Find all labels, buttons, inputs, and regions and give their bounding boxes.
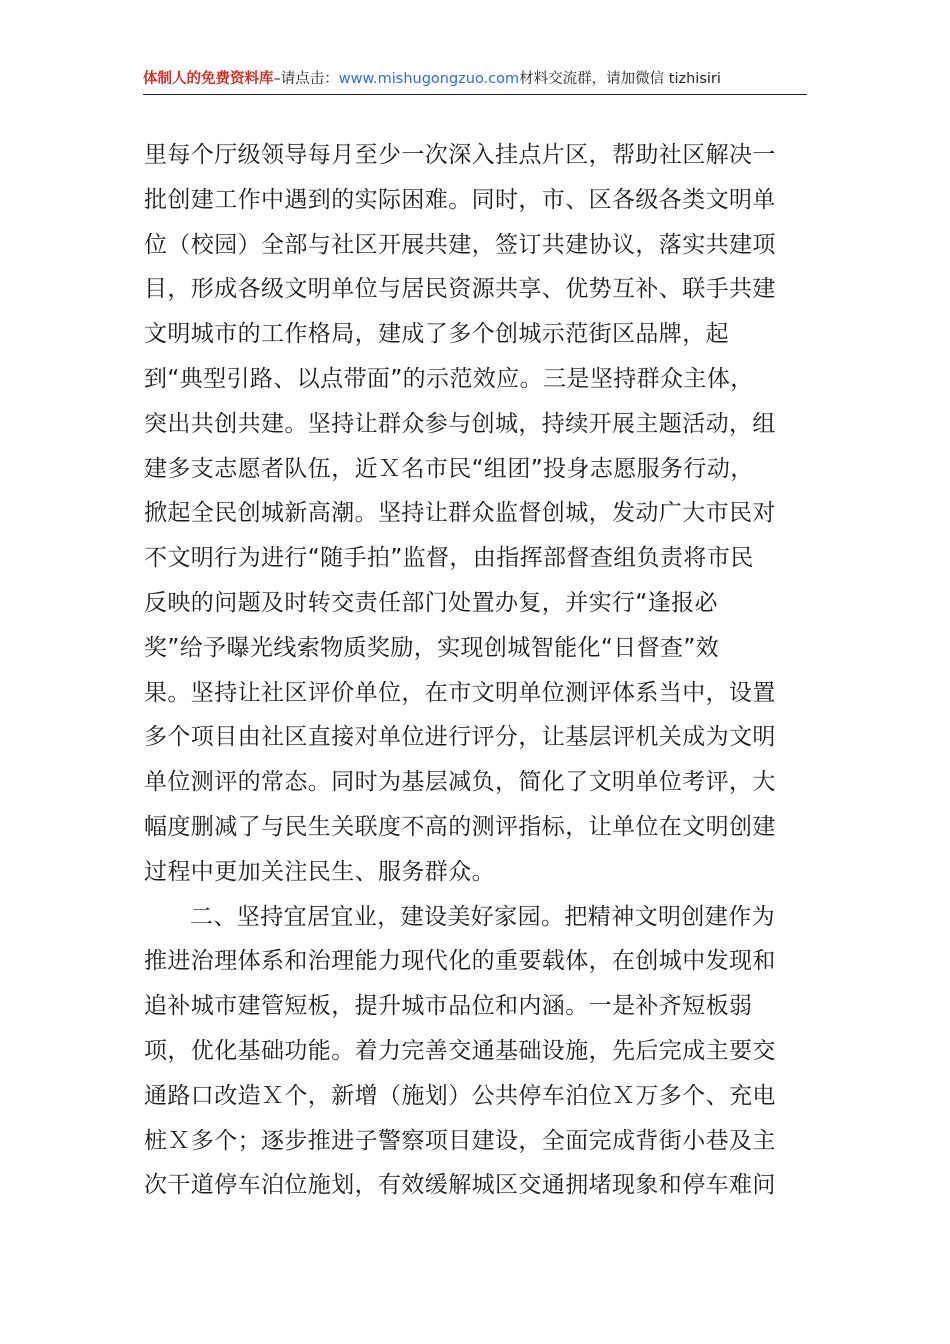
text-line: 通路口改造Ｘ个，新增（施划）公共停车泊位Ｘ万多个、充电 (144, 1082, 776, 1109)
text-line: 突出共创共建。坚持让群众参与创城，持续开展主题活动，组 (144, 410, 776, 437)
text-line: 幅度删减了与民生关联度不高的测评指标，让单位在文明创建 (144, 813, 776, 840)
text-line: 掀起全民创城新高潮。坚持让群众监督创城，发动广大市民对 (144, 500, 776, 527)
text-line: 多个项目由社区直接对单位进行评分，让基层评机关成为文明 (144, 724, 776, 751)
text-line: 文明城市的工作格局，建成了多个创城示范街区品牌，起 (144, 321, 729, 348)
text-line: 到“典型引路、以点带面”的示范效应。三是坚持群众主体， (144, 365, 754, 392)
text-line: 反映的问题及时转交责任部门处置办复，并实行“逢报必 (144, 589, 718, 616)
text-line: 不文明行为进行“随手拍”监督，由指挥部督查组负责将市民 (144, 545, 754, 572)
header-prompt: –请点击： (273, 71, 339, 87)
text-line: 奖”给予曝光线索物质奖励，实现创城智能化“日督查”效 (144, 634, 720, 661)
text-line: 项，优化基础功能。着力完善交通基础设施，先后完成主要交 (144, 1037, 776, 1064)
text-line: 建多支志愿者队伍，近Ｘ名市民“组团”投身志愿服务行动， (144, 455, 754, 482)
text-line: 过程中更加关注民生、服务群众。 (144, 858, 495, 885)
text-line: 位（校园）全部与社区开展共建，签订共建协议，落实共建项 (144, 231, 776, 258)
text-line: 次干道停车泊位施划，有效缓解城区交通拥堵现象和停车难问 (144, 1172, 776, 1199)
text-line: 桩Ｘ多个；逐步推进子警察项目建设，全面完成背街小巷及主 (144, 1127, 776, 1154)
document-body (144, 133, 808, 1208)
header-note: 材料交流群，请加微信 tizhisiri (519, 71, 721, 87)
text-line: 目，形成各级文明单位与居民资源共享、优势互补、联手共建 (144, 276, 776, 303)
header-url-link[interactable]: www.mishugongzuo.com (338, 71, 520, 87)
text-line: 里每个厅级领导每月至少一次深入挂点片区，帮助社区解决一 (144, 142, 776, 168)
page-header (143, 66, 807, 95)
section-heading-line: 二、坚持宜居宜业，建设美好家园。把精神文明创建作为 (190, 903, 775, 930)
text-line: 推进治理体系和治理能力现代化的重要载体，在创城中发现和 (144, 948, 776, 975)
text-line: 果。坚持让社区评价单位，在市文明单位测评体系当中，设置 (144, 679, 776, 706)
header-brand: 体制人的免费资料库 (143, 71, 274, 87)
text-line: 单位测评的常态。同时为基层减负，简化了文明单位考评，大 (144, 769, 776, 796)
text-line: 追补城市建管短板，提升城市品位和内涵。一是补齐短板弱 (144, 993, 753, 1020)
text-line: 批创建工作中遇到的实际困难。同时，市、区各级各类文明单 (144, 186, 776, 213)
